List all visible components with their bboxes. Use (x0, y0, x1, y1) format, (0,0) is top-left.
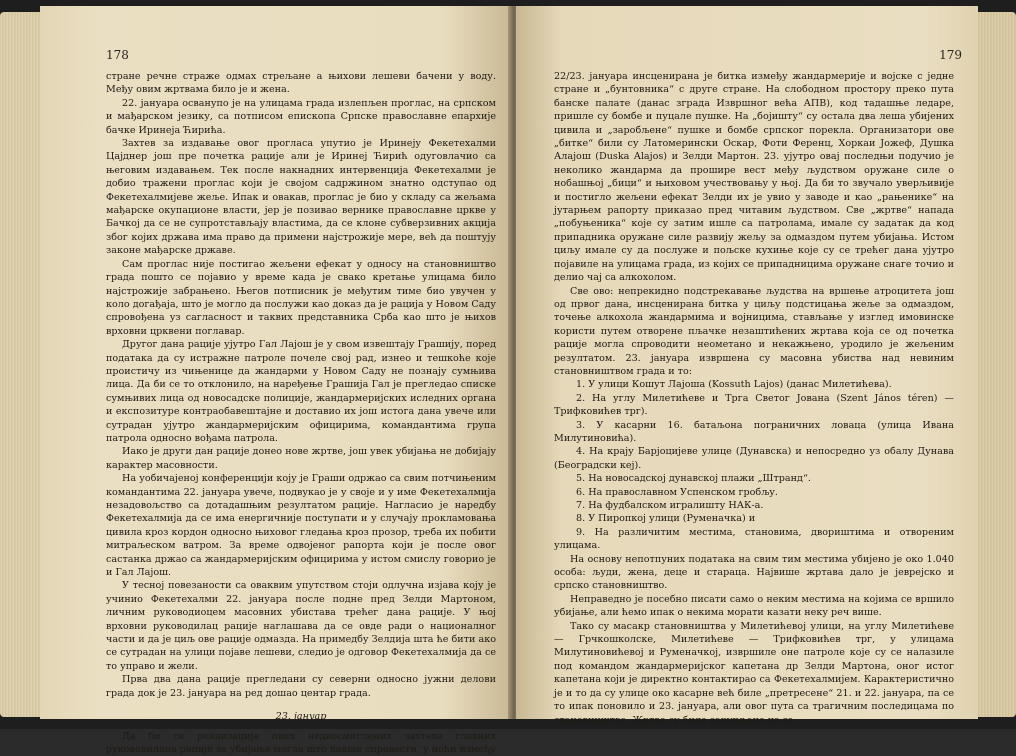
paragraph: Неправедно је посебно писати само о неким местима на којима се вршило убијање, али ћемо ипак о некима морати казати неку реч више. (554, 593, 954, 620)
paragraph: Захтев за издавање овог прогласа упутио је Иринеју Фекетехалми Цајднер још пре почетка рације али је Иринеј Ћирић одуговлачио са његовим издавањем. Тек после накнадних интервенција Фекетехалми је добио тражени проглас који је својом садржином знатно одступао од Фекетехалмијеве жеље. Ипак и овакав, проглас је био у складу са жељама мађарске окупационе власти, јер је позивао вернике православне цркве у Бачкој да се не супротстављају властима, да се клоне субверзивних акција због којих држава има право да примени најстрожије мере, већ да поштују законе мађарске државе. (106, 137, 496, 258)
list-item: 6. На православном Успенском гробљу. (554, 486, 954, 499)
list-item: 9. На различитим местима, становима, двориштима и отвореним улицама. (554, 526, 954, 553)
paragraph: Тако су масакр становништва у Милетићевој улици, на углу Милетићеве — Грчкошколске, Милетићеве — Трифковићев трг, у улицама Милутиновићевој и Руменачкој, извршиле оне патроле које су се налазиле под командом жандармеријског капетана др Зелди Мартона, оног истог капетана који је директно контактирао са Фекетехалмијем. Карактеристично је и то да су улице око касарне већ биле „претресене“ 21. и 22. јануара, па се то ипак поновило и 23. јануара, али овог пута са трагичним последицама по становништво. Жртве су биле сакупљане из са- (554, 620, 954, 727)
paragraph: Другог дана рације ујутро Гал Лајош је у свом извештају Грашију, поред података да су истражне патроле почеле свој рад, изнео и тешкоће које проистичу из чињенице да жандарми у Новом Саду не познају сумњива лица. Да би се то отклонило, на наређење Грашија Гал је прегледао списке сумњивих лица од новосадске полиције, жандармеријских иследних органа и експозитуре контраобавештајне и доставио их још истога дана увече или сутрадан ујутро жандармеријским официрима, командантима група патрола односно вођама патрола. (106, 338, 496, 445)
list-item: 2. На углу Милетићеве и Трга Светог Јована (Szent János téren) — Трифковићев трг). (554, 392, 954, 419)
list-item: 8. У Пиропкој улици (Руменачка) и (554, 512, 954, 525)
left-page-number: 178 (106, 48, 129, 62)
list-item: 4. На крају Барјоцијеве улице (Дунавска) и непосредно уз обалу Дунава (Београдски кеј). (554, 445, 954, 472)
left-page-edges (0, 12, 44, 717)
left-page-body (106, 70, 496, 756)
left-page (40, 6, 512, 719)
section-heading: 23. јануар (106, 710, 496, 723)
list-item: 3. У касарни 16. батаљона пограничних ловаца (улица Ивана Милутиновића). (554, 419, 954, 446)
right-page-edges (976, 12, 1016, 717)
paragraph: Прва два дана рације прегледани су северни односно јужни делови града док је 23. јануара на ред дошао центар града. (106, 673, 496, 700)
paragraph: Да би се реализација ових недвосмислених захтева главних руководилаца рације за убијање могла што лакше спровести, у ноћи између (106, 730, 496, 756)
paragraph: Иако је други дан рације донео нове жртве, још увек убијања не добијају карактер масовности. (106, 445, 496, 472)
list-item: 7. На фудбалском игралишту НАК-а. (554, 499, 954, 512)
paragraph: стране речне страже одмах стрељане а њихови лешеви бачени у воду. Међу овим жртвама било је и жена. (106, 70, 496, 97)
right-page (516, 6, 978, 719)
paragraph: Све ово: непрекидно подстрекавање људства на вршење атроцитета још од првог дана, инсценирана битка у циљу подстицања жеље за одмаздом, точење алкохола жандармима и војницима, стављање у изглед имовинске користи путем отворене пљачке незаштићених жртава која се од почетка рације могла спроводити неометано и некажњено, уродило је жељеним резултатом. 23. јануара извршена су масовна убиства над невиним становништвом града и то: (554, 285, 954, 379)
paragraph: 22. јануара осванупо је на улицама града излепљен проглас, на српском и мађарском језику, са потписом епископа Српске православне епархије бачке Иринеја Ћирића. (106, 97, 496, 137)
paragraph: На основу непотпуних података на свим тим местима убијено је око 1.040 особа: људи, жена, деце и стараца. Највише жртава дало је јеврејско и српско становништво. (554, 553, 954, 593)
list-item: 5. На новосадској дунавској плажи „Штранд“. (554, 472, 954, 485)
paragraph: 22/23. јануара инсценирана је битка између жандармерије и војске с једне стране и „бунтовника“ с друге стране. На слободном простору преко пута банске палате (данас зграда Извршног већа АПВ), код тадашње ледаре, пришле су бомбе и пуцале пушке. На „бојишту“ су остала два леша убијених цивила и „заробљене“ пушке и бомбе српског порекла. Организатори ове „битке“ били су Латомерински Оскар, Фоти Ференц, Хоркаи Јожеф, Душка Алајош (Duska Alajos) и Зелди Мартон. 23. ујутро овај последњи подучио је неколико жандарма да прошире вест међу људством оружане силе о нобашњој „бици“ и њиховом учествовању у њој. Да би то звучало уверљивије и постигло жељени ефекат Зелди их је увио у заводе и као „рањенике“ на јутарњем рапорту приказао пред читавим људством. Све „жртве“ напада „побуњеника“ које су затим ишле са патролама, имале су задатак да код припадника оружане силе развију жељу за одмаздом путем убијања. Истом циљу имале су да послуже и пољске кухиње које су се трећег дана ујутро појавиле на улицама града, из којих се припадницима оружане снаге точио и делио чај са алкохолом. (554, 70, 954, 285)
paragraph: Сам проглас није постигао жељени ефекат у односу на становништво града пошто се појавио у време када је свако кретање улицама било најстрожије забрањено. Његов потписник је међутим тиме био увучен у коло догађаја, што је могло да послужи као доказ да је рација у Новом Саду спровођена уз сагласност и таквих представника Срба као што је њихов врховни црквени поглавар. (106, 258, 496, 338)
paragraph: У тесној повезаности са оваквим упутством стоји одлучна изјава коју је учинио Фекетехалми 22. јануара после подне пред Зелди Мартоном, личним руководиоцем масовних убистава трећег дана рације. У њој врховни руководилац рације наглашава да се овде ради о националног части и да је циљ ове рације одмазда. На примедбу Зелдија шта ће бити ако се сутрадан на улици појаве лешеви, следио је одговор Фекетехалмија да се то управо и жели. (106, 579, 496, 673)
right-page-number: 179 (939, 48, 962, 62)
right-page-body (554, 70, 954, 727)
paragraph: На уобичајеној конференцији коју је Граши одржао са свим потчињеним командантима 22. јануара увече, подвукао је у своје и у име Фекетехалмија незадовољство са дотадашњим резултатом рације. Нагласио је наредбу Фекетехалмија да се има енергичније поступати и у случају прокламовања цивила кроз кордон односно њиховог гледања кроз прозор, треба их побити митраљеском ватром. За време одвојеног рапорта који је после овог састанка држао са жандармеријским официрима у истом смислу говорио је и Гал Лајош. (106, 472, 496, 579)
list-item: 1. У улици Кошут Лајоша (Kossuth Lajos) (данас Милетићева). (554, 378, 954, 391)
